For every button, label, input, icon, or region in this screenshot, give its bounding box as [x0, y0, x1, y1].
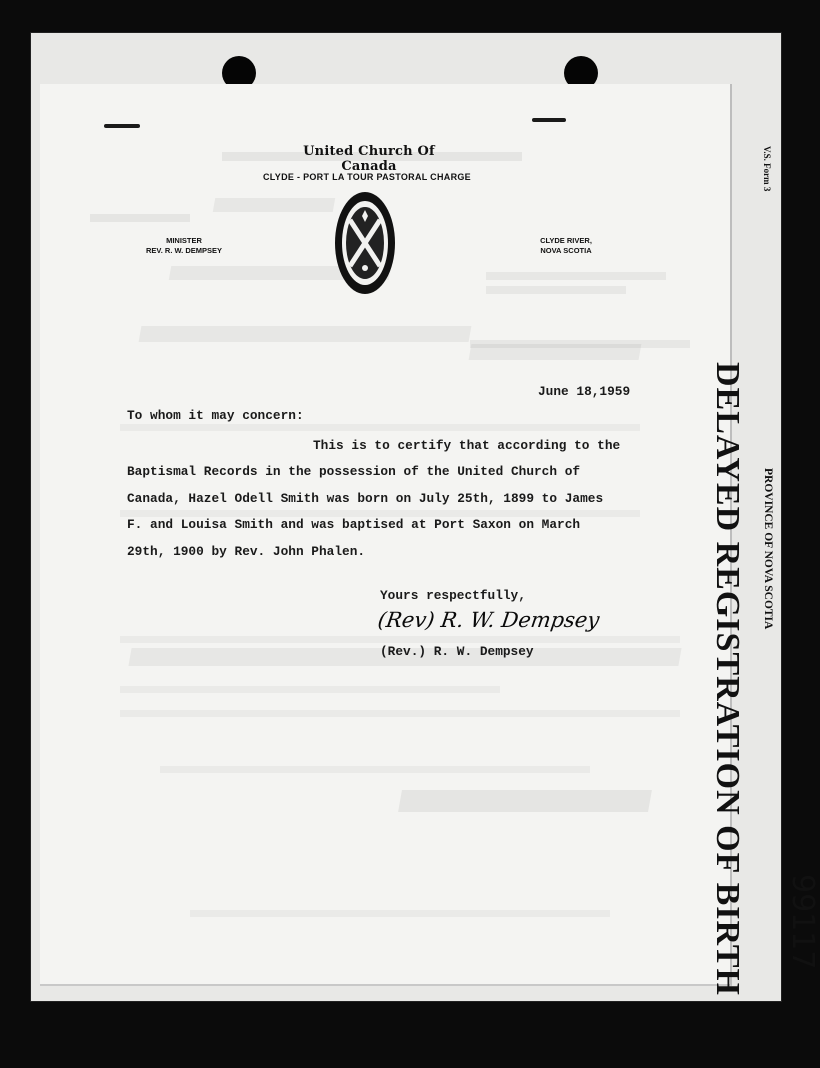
- minister-block: [124, 236, 244, 256]
- letter-date: June 18,1959: [538, 384, 631, 399]
- bleed-through-handwriting: [469, 344, 642, 360]
- bleed-through-handwriting: [139, 326, 472, 342]
- province-heading: PROVINCE OF NOVA SCOTIA: [762, 468, 774, 630]
- salutation: To whom it may concern:: [127, 408, 304, 423]
- location-line-2: NOVA SCOTIA: [540, 246, 592, 255]
- bleed-through-handwriting: [213, 198, 335, 212]
- minister-name: REV. R. W. DEMPSEY: [146, 246, 222, 255]
- bleed-through-handwriting: [398, 790, 652, 812]
- signer-name: (Rev.) R. W. Dempsey: [380, 644, 534, 659]
- bleed-through: [486, 286, 626, 294]
- bleed-through: [160, 766, 590, 773]
- pastoral-charge: CLYDE - PORT LA TOUR PASTORAL CHARGE: [263, 172, 471, 182]
- church-crest-icon: [333, 190, 397, 296]
- bleed-through: [120, 710, 680, 717]
- form-number: V.S. Form 3: [762, 146, 772, 192]
- handwritten-file-number: 99117: [785, 874, 820, 970]
- body-line-3: Canada, Hazel Odell Smith was born on July 25th, 1899 to James: [127, 491, 604, 506]
- church-name: United Church Of Canada: [303, 144, 435, 174]
- location-block: [516, 236, 616, 256]
- bleed-through: [120, 686, 500, 693]
- bleed-through: [486, 272, 666, 280]
- minister-title: MINISTER: [166, 236, 202, 245]
- bleed-through: [90, 214, 190, 222]
- location-line-1: CLYDE RIVER,: [540, 236, 592, 245]
- closing: Yours respectfully,: [380, 588, 526, 603]
- bleed-through: [120, 510, 640, 517]
- body-line-1: This is to certify that according to the: [313, 438, 621, 453]
- body-line-4: F. and Louisa Smith and was baptised at Port Saxon on March: [127, 517, 581, 532]
- bleed-through: [120, 636, 680, 643]
- clip-mark-left: [104, 124, 140, 128]
- bleed-through: [120, 424, 640, 431]
- body-line-2: Baptismal Records in the possession of the United Church of: [127, 464, 581, 479]
- handwritten-signature: (Rev) R. W. Dempsey: [376, 608, 601, 632]
- clip-mark-right: [532, 118, 566, 122]
- form-title: DELAYED REGISTRATION OF BIRTH: [709, 362, 746, 996]
- bleed-through: [190, 910, 610, 917]
- body-line-5: 29th, 1900 by Rev. John Phalen.: [127, 544, 366, 559]
